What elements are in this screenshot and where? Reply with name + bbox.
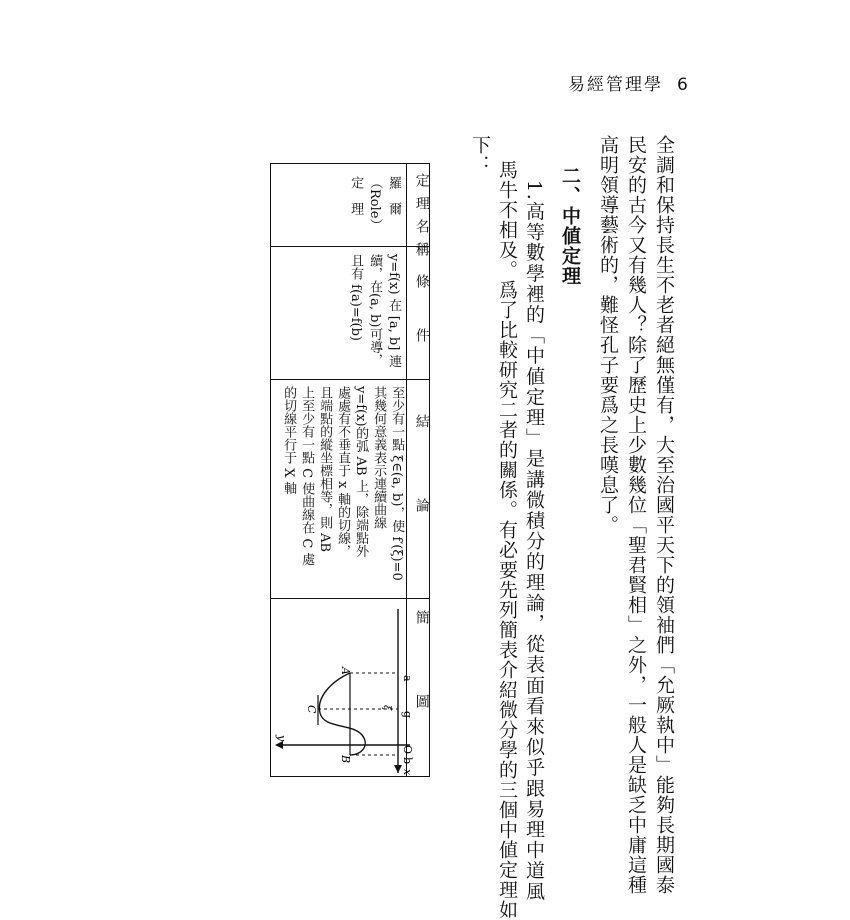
label-a: a <box>401 675 414 682</box>
section-heading: 二、中値定理 <box>559 166 581 286</box>
theorem-name-line: 羅 爾 <box>386 176 402 215</box>
body-column: 高明領導藝術的，難怪孔子要爲之長嘆息了。 <box>597 135 619 535</box>
body-column: 1.高等數學裡的「中値定理」是講微積分的理論，從表面看來似乎跟易理中道風 <box>523 180 545 902</box>
label-A: A <box>339 667 352 675</box>
body-column: 下： <box>469 135 491 175</box>
conclusion-line: 上至少有一點 C 使曲線在 C 處 <box>299 386 315 566</box>
body-column: 民安的古今又有幾人？除了歷史上少數幾位「聖君賢相」之外，一般人是缺乏中庸這種 <box>625 135 647 895</box>
table-divider <box>271 379 429 380</box>
header-sketch: 簡圖 <box>413 610 430 778</box>
body-column: 全調和保持長生不老者絕無僅有，大至治國平天下的領袖們「允厥執中」能夠長期國泰 <box>653 135 675 895</box>
label-C: C <box>305 705 318 714</box>
theorem-name-line: （Role） <box>367 176 383 232</box>
conclusion-line: 處處有不垂直于 x 軸的切線， <box>335 386 351 558</box>
curve <box>319 673 365 755</box>
label-xi: ξ <box>381 705 392 711</box>
theorem-name-line: 定 理 <box>348 176 364 215</box>
x-axis-arrow <box>394 765 402 773</box>
conclusion-line: 的切線平行于 X 軸 <box>281 386 297 495</box>
conclusion-line: 且端點的縱坐標相等，則 AB <box>317 386 333 553</box>
page-header <box>568 70 690 95</box>
table-divider <box>271 598 429 599</box>
y-axis-arrow <box>275 741 283 749</box>
conclusion-line: 至少有一點 ξ∈(a, b)，使 f′(ξ)=0 <box>389 386 405 581</box>
label-x: x <box>401 769 414 776</box>
book-title: 易經管理學 <box>568 75 663 95</box>
body-column: 馬牛不相及。爲了比較研究二者的關係。有必要先列簡表介紹微分學的三個中値定理如 <box>496 160 518 920</box>
label-B: B <box>339 755 352 764</box>
header-theorem-name: 定理名稱 <box>413 173 430 265</box>
condition-line: 續，在(a, b)可導， <box>367 254 383 367</box>
conclusion-line: 其幾何意義表示連續曲線 <box>371 386 387 529</box>
label-origin: O <box>401 745 414 755</box>
conclusion-line: y=f(x)的弧 AB 上，除端點外 <box>353 386 369 558</box>
table-divider <box>271 246 429 247</box>
label-g: g <box>401 711 414 719</box>
condition-line: y=f(x) 在 [a, b] 連 <box>386 254 402 368</box>
label-b: b <box>401 757 414 765</box>
page-number: 6 <box>677 75 690 95</box>
condition-line: 且有 f(a)=f(b) <box>348 254 364 342</box>
header-conclusion: 結論 <box>413 414 430 582</box>
header-condition: 條件 <box>413 274 430 382</box>
label-y: y <box>275 735 288 742</box>
rolle-sketch <box>272 605 412 777</box>
